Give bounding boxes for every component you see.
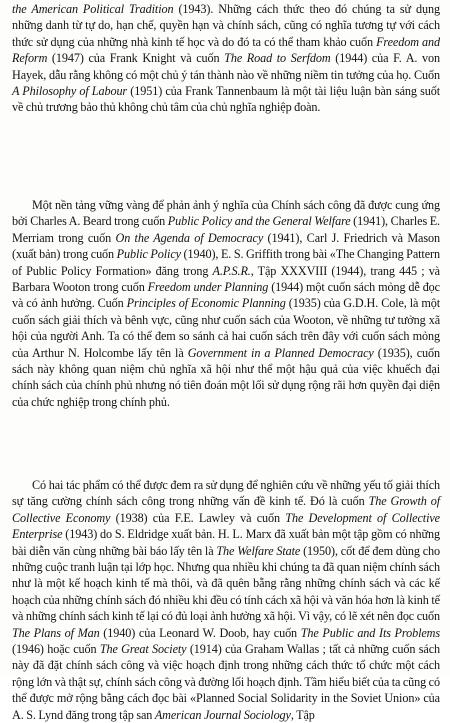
italic-title-segment: the American Political Tradition <box>12 2 174 16</box>
text-segment: (1935), cuốn sách này không quan niệm chủ nghĩa xã hội như thể một hậu quả của việc khuếch đại chính sách của chính phủ nhưng nó tiên đoán một lối sử dụng rộng rãi hơn quyền đại diện của chức nghiệp trong chính phủ. <box>12 345 440 409</box>
text-segment: (1938) của F.E. Lawley và cuốn <box>110 510 286 525</box>
italic-title-segment: The Welfare State <box>216 543 301 558</box>
text-segment: (1951) của Frank Tannenbaum là một tài liệu luận bàn sáng suốt về chủ trương bảo thủ không chủ tâm của chủ nghĩa nghiệp đoàn. <box>12 84 440 115</box>
italic-title-segment: A Philosophy of Labour <box>12 84 128 99</box>
text-segment: (1943) do S. Eldridge xuất bản. H. L. Marx đã xuất bản một tập gồm có những bài diễn văn cùng những bài báo lấy tên là <box>12 527 440 558</box>
text-segment: (1950), cốt để đem dùng cho những cuộc tranh luận tại lớp học. Nhưng qua nhiều khi chúng ta đã quan niệm chính sách như là một kế hoạch kinh tế mà thôi, và đã quên bẵng rằng những chính sách và các kế hoạch của những chính sách đó nhiều khi đều có tính cách xã hội và văn hóa hơn là kinh tế và những chính sách kinh tế lại có đủ loại ảnh hưởng xã hội. Vì vậy, có lẽ xét nên đọc cuốn <box>12 543 440 624</box>
text-segment: (1935) của G.D.H. Cole, là một cuốn sách giải thích và bênh vực, cũng như cuốn sách của Wooton, về những tư tưởng xã hội của người Anh. Ta có thể đem so sánh cả hai cuốn sách trên đây với cuốn sách mỏng của Arthur N. Holcombe lấy tên là <box>12 296 440 360</box>
text-segment: (1940), E. S. Griffith trong bài «The Changing Pattern of Public Policy Formation» đăng trong <box>12 247 440 278</box>
italic-title-segment: The Plans of Man <box>12 625 100 640</box>
italic-title-segment: American Journal Sociology <box>154 707 291 722</box>
paragraph-2 <box>12 197 440 410</box>
italic-title-segment: The Development of Collective Enterprise <box>12 510 440 542</box>
text-segment: Có hai tác phẩm có thể được đem ra sử dụng để nghiên cứu về những yếu tố giải thích sự tăng cường chính sách công trong những vấn đề kinh tế. Đó là cuốn <box>12 478 440 509</box>
paragraph-3 <box>12 477 440 723</box>
text-segment: (1940) của Leonard W. Doob, hay cuốn <box>99 625 301 640</box>
text-segment: (1914) của Graham Wallas ; tất cả những cuốn sách này đã đặt chính sách công và việc hoạch định trong những cách thức tổ chức một cách rộng lớn và thật sự, chính sách công và đường lối hoạch định. Tầm hiểu biết của ta cũng có thể được mở rộng bằng cách đọc bài «Planned Social Solidarity in the Soviet Union» của A. S. Lynd đăng trong tập san <box>12 642 440 722</box>
text-segment: (1941), Carl J. Friedrich và Mason (xuất bản) trong cuốn <box>12 230 440 262</box>
text-segment: Một nền tảng vững vàng để phản ảnh ý nghĩa của Chính sách công đã được cung ứng bởi Charles A. Beard trong cuốn <box>12 198 440 229</box>
text-segment: (1946) hoặc cuốn <box>12 642 100 657</box>
italic-title-segment: On the Agenda of Democracy <box>115 230 264 245</box>
paragraph-1 <box>12 1 440 116</box>
italic-title-segment: Government in a Planned Democracy <box>187 345 374 360</box>
text-segment: , Tập XXXVIII (1944), trang 445 ; và Barbara Wooton trong cuốn <box>12 263 440 295</box>
text-segment: (1943). Những cách thức theo đó chúng ta sử dụng những danh từ tự do, hạn chế, quyền hạn và chính sách, cũng có nghĩa tương tự với cách thức sử dụng của những nhà kinh tế học và do đó ta có thể tham khảo cuốn <box>12 2 440 49</box>
italic-title-segment: The Growth of Collective Economy <box>12 494 440 525</box>
text-segment: (1944) của F. A. von Hayek, dẫu rằng không có một chủ ý tán thành nào về những niềm tin tưởng của họ. Cuốn <box>12 51 440 82</box>
italic-title-segment: Freedom and Reform <box>12 34 440 66</box>
italic-title-segment: The Public and Its Problems <box>300 625 441 640</box>
italic-title-segment: The Great Society <box>99 642 187 657</box>
italic-title-segment: Public Policy <box>116 247 181 262</box>
italic-title-segment: A.P.S.R. <box>212 263 251 278</box>
text-segment: (1944) một cuốn sách mỏng dễ đọc và có ảnh hưởng. Cuốn <box>12 280 440 311</box>
italic-title-segment: Freedom under Planning <box>147 280 269 295</box>
italic-title-segment: Principles of Economic Planning <box>126 296 286 311</box>
text-segment: , Tập <box>290 707 315 722</box>
text-segment: (1947) của Frank Knight và cuốn <box>47 51 225 66</box>
italic-title-segment: Public Policy and the General Welfare <box>167 214 351 229</box>
italic-title-segment: The Road to Serfdom <box>224 51 331 66</box>
text-segment: (1941), Charles E. Merriam trong cuốn <box>12 214 440 245</box>
